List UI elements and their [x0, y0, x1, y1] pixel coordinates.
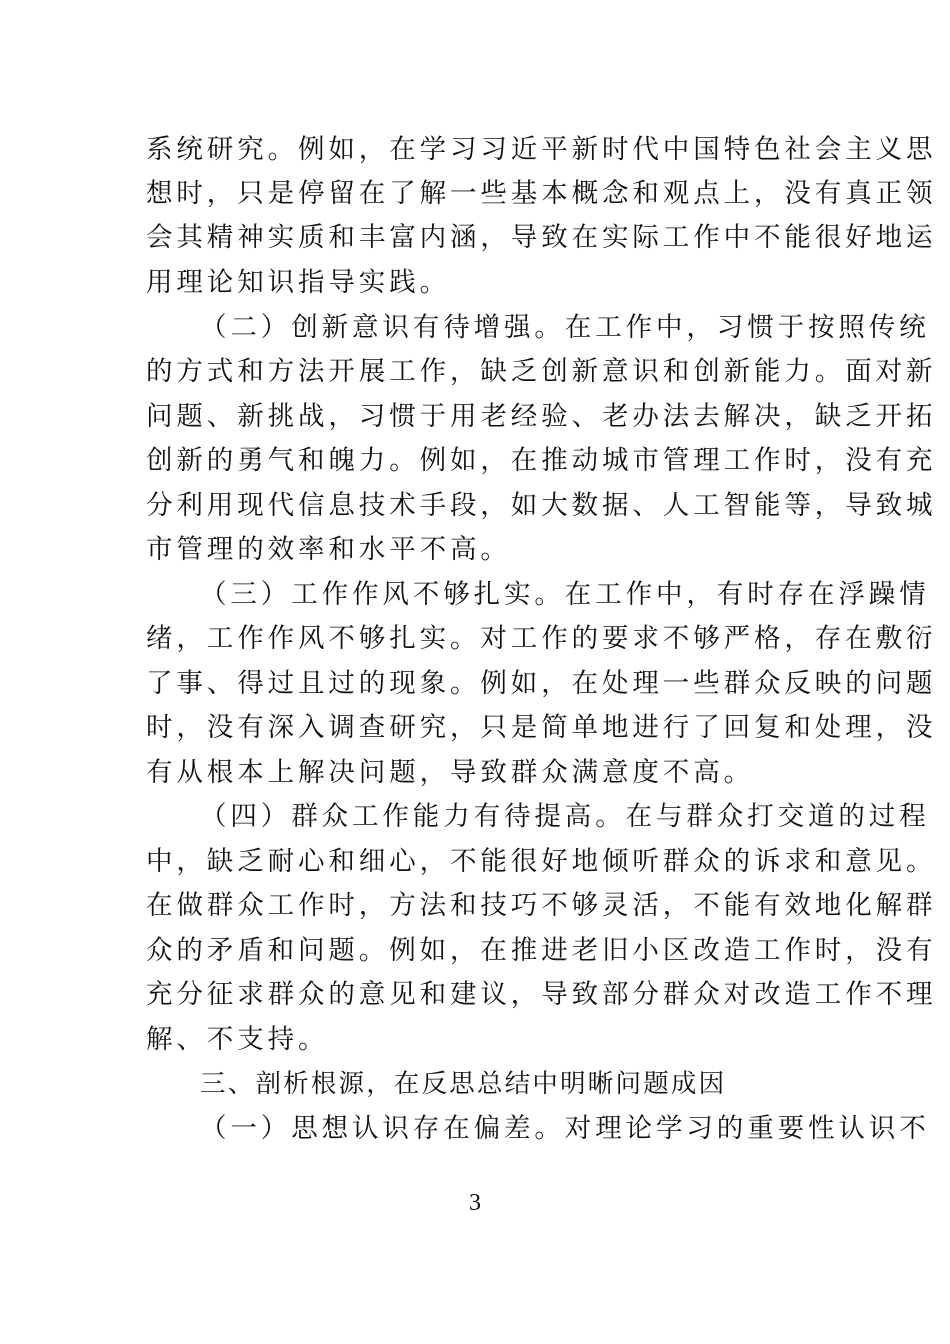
- body-text-line: 时，没有深入调查研究，只是简单地进行了回复和处理，没: [146, 712, 937, 743]
- body-text-line: 解、不支持。: [146, 1024, 329, 1055]
- body-text-line: 系统研究。例如，在学习习近平新时代中国特色社会主义思: [146, 134, 937, 165]
- section-heading: 三、剖析根源，在反思总结中明晰问题成因: [200, 1069, 727, 1099]
- body-text-line: 分利用现代信息技术手段，如大数据、人工智能等，导致城: [146, 490, 937, 521]
- paragraph-first-line: （一）思想认识存在偏差。对理论学习的重要性认识不: [200, 1113, 930, 1144]
- paragraph-first-line: （四）群众工作能力有待提高。在与群众打交道的过程: [200, 801, 930, 832]
- paragraph-first-line: （二）创新意识有待增强。在工作中，习惯于按照传统: [200, 312, 930, 343]
- paragraph-first-line: （三）工作作风不够扎实。在工作中，有时存在浮躁情: [200, 579, 930, 610]
- body-text-line: 问题、新挑战，习惯于用老经验、老办法去解决，缺乏开拓: [146, 401, 937, 432]
- body-text-line: 有从根本上解决问题，导致群众满意度不高。: [146, 757, 754, 788]
- body-text-line: 市管理的效率和水平不高。: [146, 534, 511, 565]
- body-text-line: 创新的勇气和魄力。例如，在推动城市管理工作时，没有充: [146, 445, 937, 476]
- body-text-line: 想时，只是停留在了解一些基本概念和观点上，没有真正领: [146, 178, 937, 209]
- body-text-line: 绪，工作作风不够扎实。对工作的要求不够严格，存在敷衍: [146, 623, 937, 654]
- body-text-line: 中，缺乏耐心和细心，不能很好地倾听群众的诉求和意见。: [146, 846, 937, 877]
- body-text-line: 在做群众工作时，方法和技巧不够灵活，不能有效地化解群: [146, 890, 937, 921]
- body-text-line: 众的矛盾和问题。例如，在推进老旧小区改造工作时，没有: [146, 935, 937, 966]
- page-number: 3: [469, 1190, 481, 1216]
- body-text-line: 用理论知识指导实践。: [146, 267, 450, 298]
- body-text-line: 了事、得过且过的现象。例如，在处理一些群众反映的问题: [146, 668, 937, 699]
- body-text-line: 的方式和方法开展工作，缺乏创新意识和创新能力。面对新: [146, 356, 937, 387]
- body-text-line: 充分征求群众的意见和建议，导致部分群众对改造工作不理: [146, 979, 937, 1010]
- body-text-line: 会其精神实质和丰富内涵，导致在实际工作中不能很好地运: [146, 222, 937, 253]
